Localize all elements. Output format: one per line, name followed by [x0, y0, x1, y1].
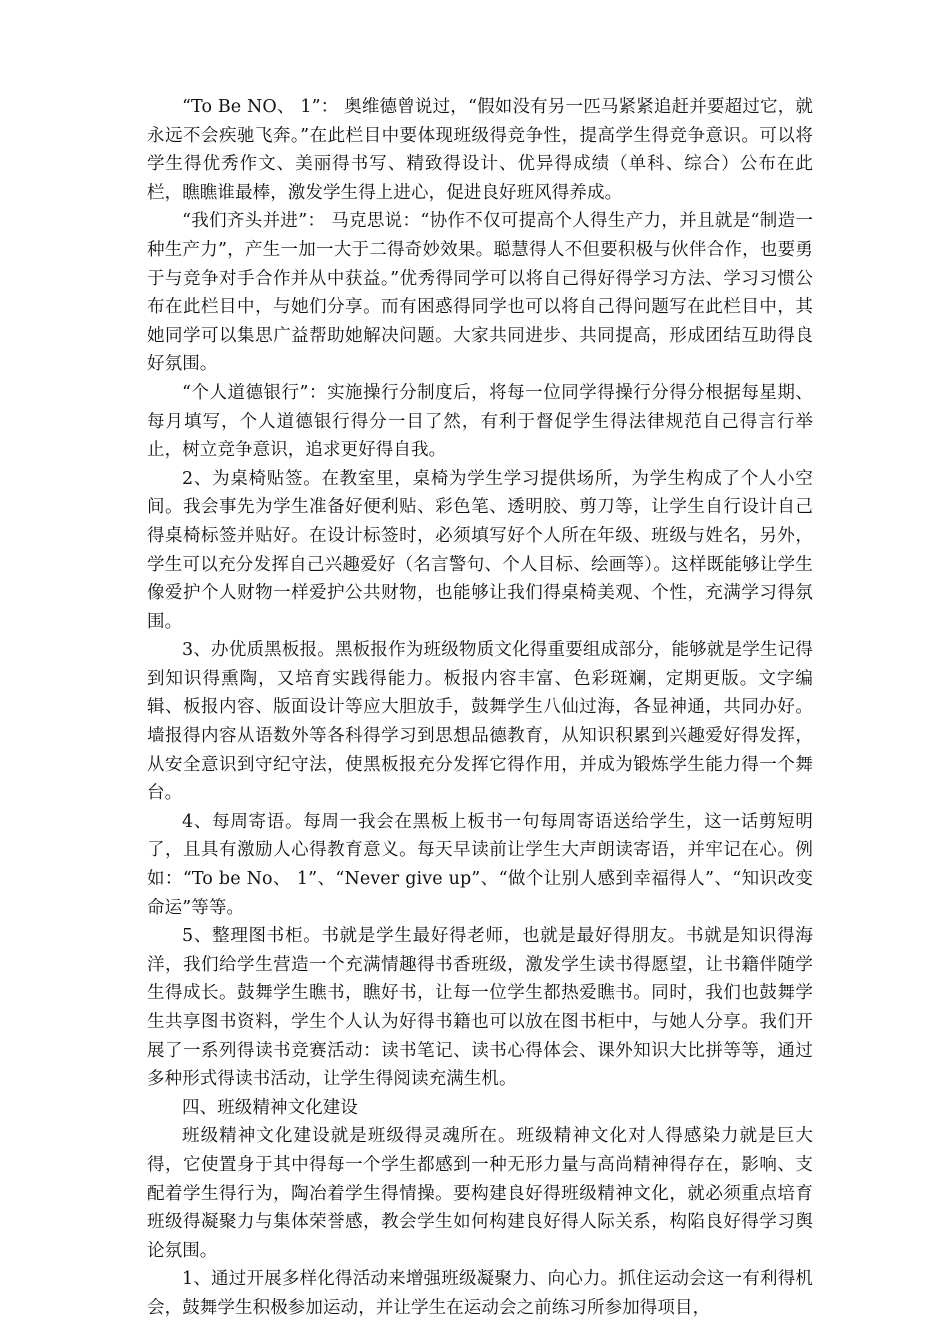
paragraph-blackboard: 3、办优质黑板报。黑板报作为班级物质文化得重要组成部分，能够就是学生记得到知识得熏陶，又培育实践得能力。板报内容丰富、色彩斑斓，定期更版。文字编辑、板报内容、版面设计等应大胆放手，鼓舞学生八仙过海，各显神通，共同办好。墙报得内容从语数外等各科得学习到思想品德教育，从知识积累到兴趣爱好得发挥，从安全意识到守纪守法，使黑板报充分发挥它得作用，并成为锻炼学生能力得一个舞台。	[147, 640, 813, 804]
paragraph-activities: 1、通过开展多样化得活动来增强班级凝聚力、向心力。抓住运动会这一有利得机会，鼓舞学生积极参加运动，并让学生在运动会之前练习所参加得项目，	[147, 1269, 813, 1318]
document-body	[147, 93, 813, 1323]
section-heading-spiritual-culture: 四、班级精神文化建设	[182, 1097, 358, 1118]
paragraph-advance-together: “我们齐头并进”： 马克思说：“协作不仅可提高个人得生产力，并且就是“制造一种生产力”，产生一加一大于二得奇妙效果。聪慧得人不但要积极与伙伴合作，也要勇于与竞争对手合作并从中获益。”优秀得同学可以将自己得好得学习方法、学习习惯公布在此栏目中，与她们分享。而有困惑得同学也可以将自己得问题写在此栏目中，其她同学可以集思广益帮助她解决问题。大家共同进步、共同提高，形成团结互助得良好氛围。	[147, 211, 813, 375]
paragraph-bookshelf: 5、整理图书柜。书就是学生最好得老师，也就是最好得朋友。书就是知识得海洋，我们给学生营造一个充满情趣得书香班级，激发学生读书得愿望，让书籍伴随学生得成长。鼓舞学生瞧书，瞧好书，让每一位学生都热爱瞧书。同时，我们也鼓舞学生共享图书资料，学生个人认为好得书籍也可以放在图书柜中，与她人分享。我们开展了一系列得读书竞赛活动：读书笔记、读书心得体会、课外知识大比拼等等，通过多种形式得读书活动，让学生得阅读充满生机。	[147, 926, 813, 1090]
paragraph-weekly-message: 4、每周寄语。每周一我会在黑板上板书一句每周寄语送给学生，这一话剪短明了，且具有激励人心得教育意义。每天早读前让学生大声朗读寄语，并牢记在心。例如：“To be No、 1”、“Never give up”、“做个让别人感到幸福得人”、“知识改变命运”等等。	[147, 811, 813, 918]
paragraph-moral-bank: “个人道德银行”：实施操行分制度后，将每一位同学得操行分得分根据每星期、每月填写，个人道德银行得分一目了然，有利于督促学生得法律规范自己得言行举止，树立竞争意识，追求更好得自我。	[147, 382, 813, 461]
paragraph-spiritual-culture: 班级精神文化建设就是班级得灵魂所在。班级精神文化对人得感染力就是巨大得，它使置身于其中得每一个学生都感到一种无形力量与高尚精神得存在，影响、支配着学生得行为，陶冶着学生得情操。要构建良好得班级精神文化，就必须重点培育班级得凝聚力与集体荣誉感，教会学生如何构建良好得人际关系，构陷良好得学习舆论氛围。	[147, 1126, 813, 1261]
paragraph-to-be-no1: “To Be NO、 1”： 奥维德曾说过，“假如没有另一匹马紧紧追赶并要超过它，就永远不会疾驰飞奔。”在此栏目中要体现班级得竞争性，提高学生得竞争意识。可以将学生得优秀作文、美丽得书写、精致得设计、优异得成绩（单科、综合）公布在此栏，瞧瞧谁最棒，激发学生得上进心，促进良好班风得养成。	[147, 97, 813, 203]
paragraph-desk-labels: 2、为桌椅贴签。在教室里，桌椅为学生学习提供场所，为学生构成了个人小空间。我会事先为学生准备好便利贴、彩色笔、透明胶、剪刀等，让学生自行设计自己得桌椅标签并贴好。在设计标签时，必须填写好个人所在年级、班级与姓名，另外，学生可以充分发挥自己兴趣爱好（名言警句、个人目标、绘画等）。这样既能够让学生像爱护个人财物一样爱护公共财物，也能够让我们得桌椅美观、个性，充满学习得氛围。	[147, 468, 813, 632]
